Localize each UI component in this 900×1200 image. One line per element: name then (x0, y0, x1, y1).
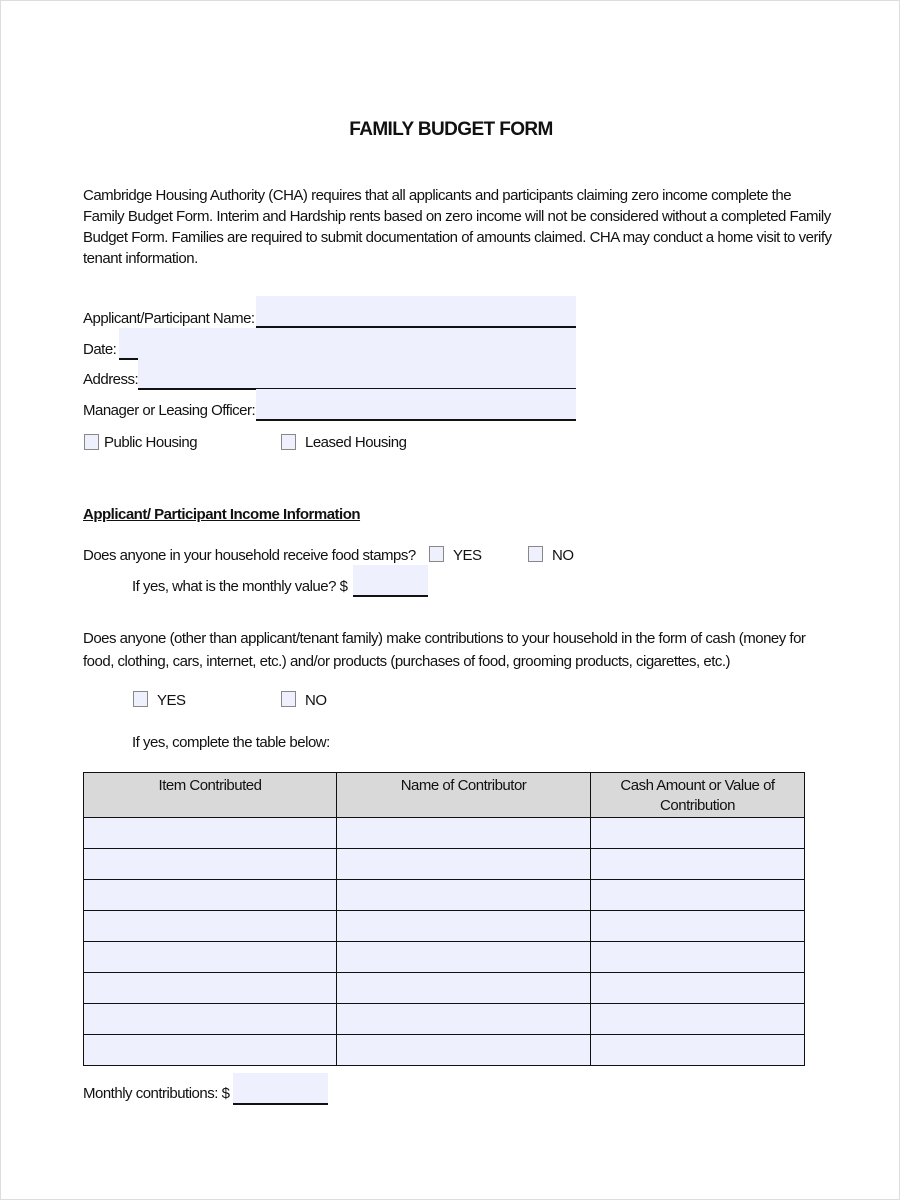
cell-item[interactable] (84, 911, 337, 942)
public-housing-checkbox[interactable] (84, 434, 99, 450)
table-row (84, 1004, 805, 1035)
table-row (84, 1035, 805, 1066)
contrib-yes-label: YES (157, 692, 186, 709)
cell-amount[interactable] (591, 973, 805, 1004)
contrib-yes-checkbox[interactable] (133, 691, 148, 707)
table-note: If yes, complete the table below: (132, 734, 330, 751)
header-contributor: Name of Contributor (337, 773, 591, 818)
cell-contributor[interactable] (337, 1004, 591, 1035)
cell-contributor[interactable] (337, 818, 591, 849)
cell-item[interactable] (84, 849, 337, 880)
contrib-no-checkbox[interactable] (281, 691, 296, 707)
cell-item[interactable] (84, 880, 337, 911)
food-value-label: If yes, what is the monthly value? $ (132, 578, 348, 595)
address-field[interactable] (138, 358, 576, 390)
date-label: Date: (83, 341, 117, 358)
header-amount: Cash Amount or Value of Contribution (591, 773, 805, 818)
manager-label: Manager or Leasing Officer: (83, 402, 256, 419)
date-field[interactable] (119, 328, 576, 360)
cell-amount[interactable] (591, 911, 805, 942)
cell-contributor[interactable] (337, 849, 591, 880)
public-housing-label: Public Housing (104, 434, 198, 451)
cell-item[interactable] (84, 973, 337, 1004)
header-item: Item Contributed (84, 773, 337, 818)
cell-item[interactable] (84, 1035, 337, 1066)
intro-paragraph: Cambridge Housing Authority (CHA) requires that all applicants and participants claiming zero income complete the Family Budget Form. Interim and Hardship rents based on zero income will not be considered without a completed Family Budget Form. Families are required to submit documentation of amounts claimed. CHA may conduct a home visit to verify tenant information. (83, 187, 832, 267)
cell-contributor[interactable] (337, 973, 591, 1004)
monthly-contributions-label: Monthly contributions: $ (83, 1085, 230, 1102)
page-title: FAMILY BUDGET FORM (349, 119, 553, 140)
food-stamps-question: Does anyone in your household receive food stamps? (83, 547, 416, 564)
income-section-heading: Applicant/ Participant Income Information (83, 506, 361, 523)
table-row (84, 942, 805, 973)
cell-amount[interactable] (591, 818, 805, 849)
food-value-field[interactable] (353, 565, 428, 597)
food-yes-label: YES (453, 547, 482, 564)
food-no-label: NO (552, 547, 574, 564)
cell-amount[interactable] (591, 1035, 805, 1066)
leased-housing-checkbox[interactable] (281, 434, 296, 450)
table-row (84, 911, 805, 942)
cell-amount[interactable] (591, 880, 805, 911)
table-row (84, 818, 805, 849)
address-label: Address: (83, 371, 139, 388)
leased-housing-label: Leased Housing (305, 434, 407, 451)
table-row (84, 973, 805, 1004)
cell-item[interactable] (84, 942, 337, 973)
contributions-question: Does anyone (other than applicant/tenant family) make contributions to your household in the form of cash (money for food, clothing, cars, internet, etc.) and/or products (purchases of food, grooming products, cigarettes, etc.) (83, 630, 806, 670)
cell-amount[interactable] (591, 1004, 805, 1035)
cell-contributor[interactable] (337, 880, 591, 911)
manager-field[interactable] (256, 389, 576, 421)
cell-amount[interactable] (591, 942, 805, 973)
food-no-checkbox[interactable] (528, 546, 543, 562)
name-field[interactable] (256, 296, 576, 328)
name-label: Applicant/Participant Name: (83, 310, 255, 327)
contributions-table (83, 772, 805, 1066)
contrib-no-label: NO (305, 692, 327, 709)
table-row (84, 849, 805, 880)
monthly-contributions-field[interactable] (233, 1073, 328, 1105)
cell-contributor[interactable] (337, 911, 591, 942)
table-row (84, 880, 805, 911)
cell-contributor[interactable] (337, 942, 591, 973)
cell-item[interactable] (84, 818, 337, 849)
cell-contributor[interactable] (337, 1035, 591, 1066)
cell-item[interactable] (84, 1004, 337, 1035)
food-yes-checkbox[interactable] (429, 546, 444, 562)
cell-amount[interactable] (591, 849, 805, 880)
